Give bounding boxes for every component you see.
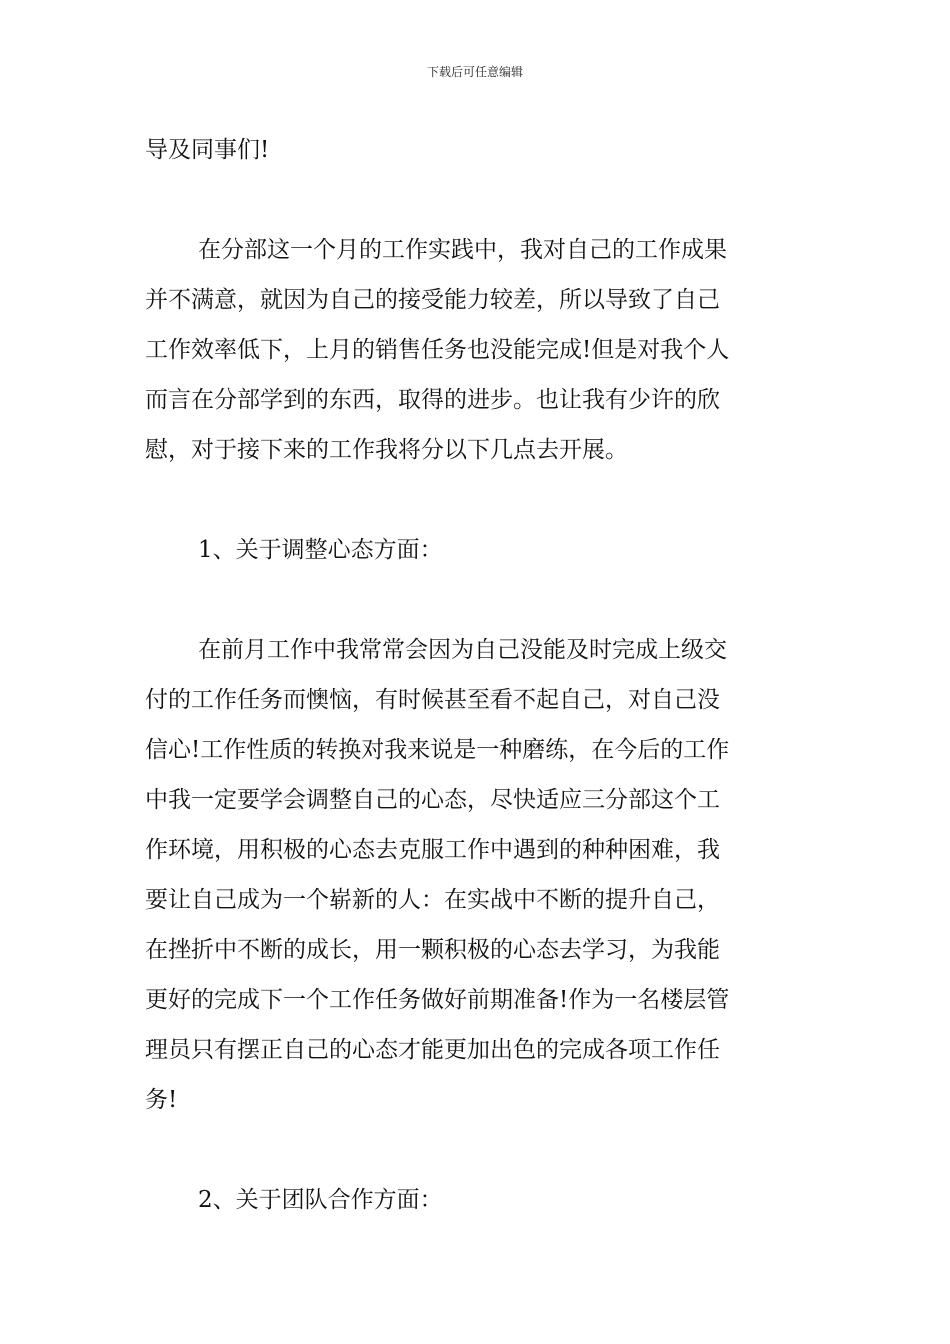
section-1-line: 付的工作任务而懊恼，有时候甚至看不起自己，对自己没 (145, 687, 720, 713)
section-1-paragraph (145, 625, 808, 1125)
paragraph-gap (145, 575, 808, 625)
section-1-heading: 1、关于调整心态方面： (198, 537, 443, 563)
paragraph-gap (145, 1125, 808, 1175)
paragraph-gap (145, 175, 808, 225)
document-body (145, 125, 808, 1225)
paragraph-1-line: 工作效率低下，上月的销售任务也没能完成!但是对我个人 (145, 337, 730, 363)
section-1-line: 要让自己成为一个崭新的人：在实战中不断的提升自己， (145, 887, 720, 913)
section-1-line: 作环境，用积极的心态去克服工作中遇到的种种困难，我 (145, 837, 720, 863)
section-1-line: 中我一定要学会调整自己的心态，尽快适应三分部这个工 (145, 787, 720, 813)
section-1-line: 在前月工作中我常常会因为自己没能及时完成上级交 (198, 637, 727, 663)
paragraph-gap (145, 475, 808, 525)
section-1-line: 务! (145, 1087, 178, 1113)
paragraph-1-line: 并不满意，就因为自己的接受能力较差，所以导致了自己 (145, 287, 720, 313)
section-1-line: 在挫折中不断的成长，用一颗积极的心态去学习，为我能 (145, 937, 720, 963)
section-1-line: 信心!工作性质的转换对我来说是一种磨练，在今后的工作 (145, 737, 730, 763)
section-1-line: 理员只有摆正自己的心态才能更加出色的完成各项工作任 (145, 1037, 720, 1063)
paragraph-1 (145, 225, 808, 475)
page-header: 下载后可任意编辑 (426, 65, 523, 79)
paragraph-1-line: 而言在分部学到的东西，取得的进步。也让我有少许的欣 (145, 387, 720, 413)
section-2-heading: 2、关于团队合作方面： (198, 1187, 443, 1213)
opening-line: 导及同事们! (145, 137, 270, 163)
paragraph-1-line: 在分部这一个月的工作实践中，我对自己的工作成果 (198, 237, 727, 263)
paragraph-1-line: 慰，对于接下来的工作我将分以下几点去开展。 (145, 437, 628, 463)
section-1-line: 更好的完成下一个工作任务做好前期准备!作为一名楼层管 (145, 987, 730, 1013)
